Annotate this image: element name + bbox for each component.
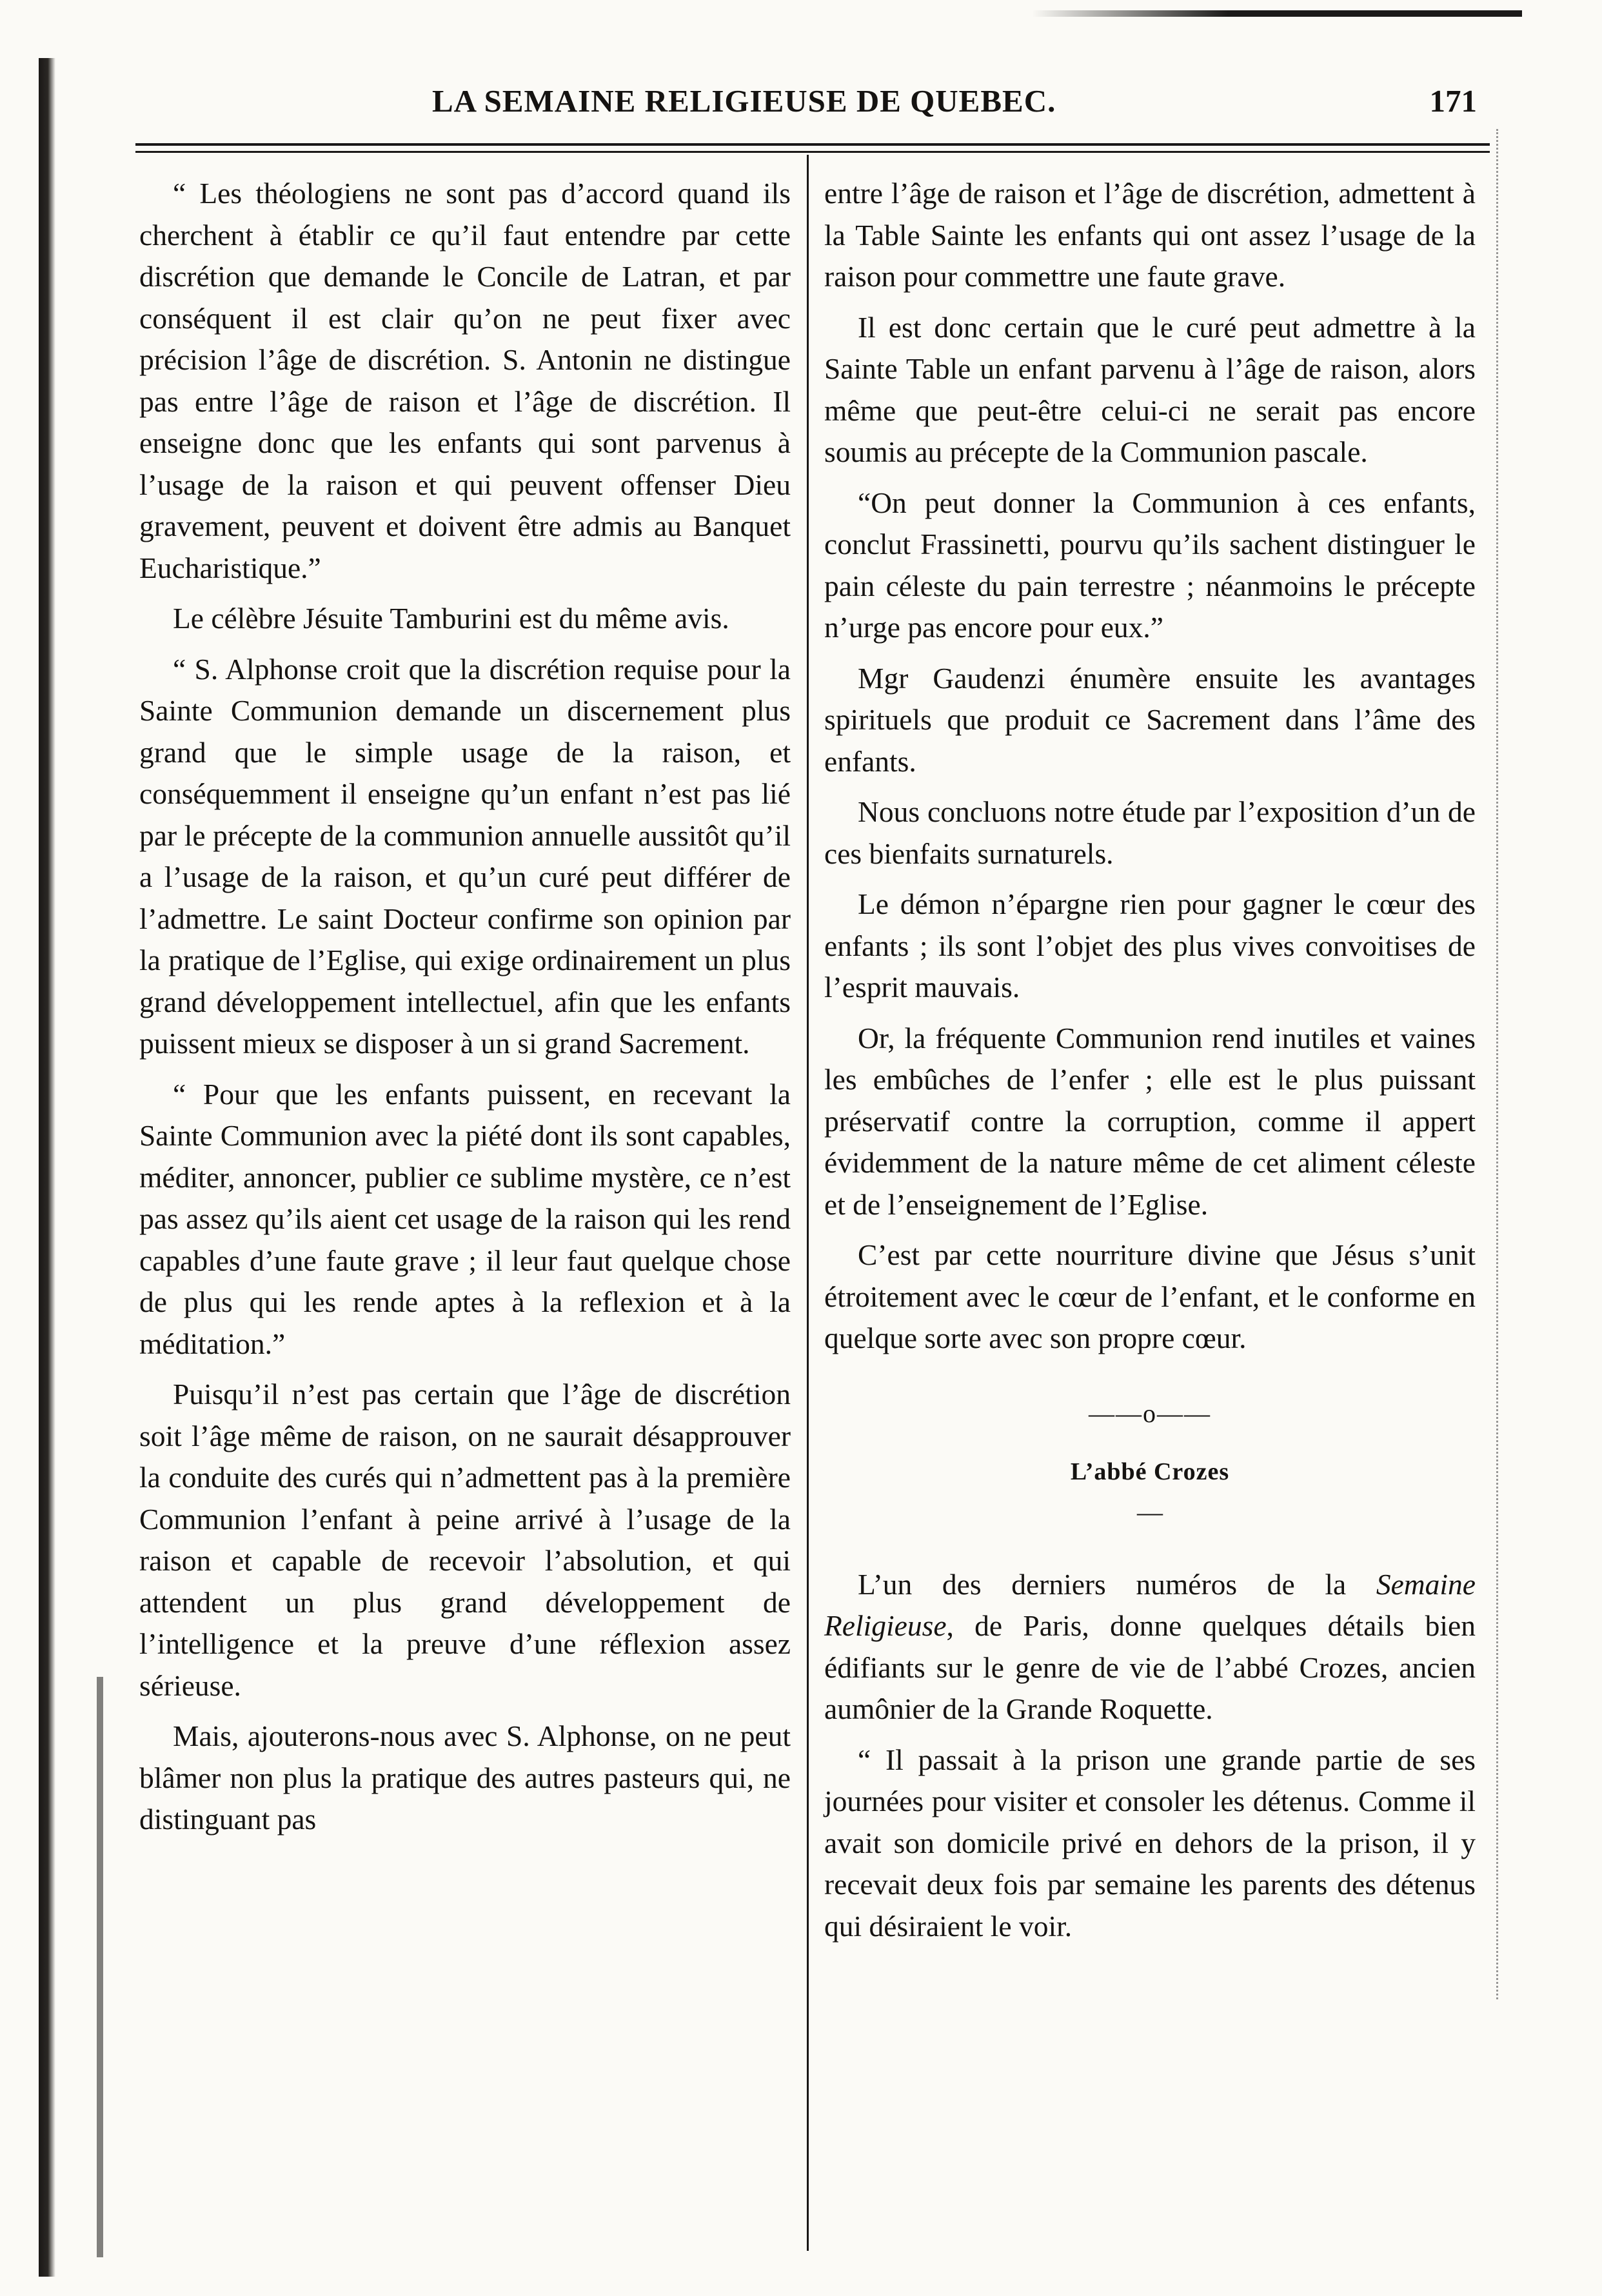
paragraph — [824, 1564, 1476, 1730]
publication-name: Semaine Religieuse — [824, 1567, 1476, 1642]
header-rule-double — [135, 151, 1490, 153]
paragraph: Le démon n’épargne rien pour gagner le cœur des enfants ; ils sont l’objet des plus vives convoitises de l’esprit mauvais. — [824, 887, 1476, 1004]
paragraph: Il est donc certain que le curé peut admettre à la Sainte Table un enfant parvenu à l’âge de raison, alors même que peut-être celui-ci ne serait pas encore soumis au précepte de la Communion pascale. — [824, 310, 1476, 468]
heading-dash: — — [1137, 1497, 1163, 1527]
right-column — [824, 173, 1476, 1956]
section-heading: L’abbé Crozes — [1070, 1458, 1230, 1485]
section-separator: ——o—— — [1089, 1398, 1211, 1428]
paragraph: Nous concluons notre étude par l’exposition d’un de ces bienfaits surnaturels. — [824, 795, 1476, 870]
text-run: L’un des derniers numéros de la — [858, 1567, 1376, 1601]
page-binding-shadow — [39, 58, 55, 2277]
publication-title: LA SEMAINE RELIGIEUSE DE QUEBEC. — [432, 83, 1056, 119]
paragraph: “On peut donner la Communion à ces enfants, conclut Frassinetti, pourvu qu’ils sachent distinguer le pain céleste du pain terrestre ; néanmoins le précepte n’urge pas encore pour eux.” — [824, 486, 1476, 644]
paragraph: Mais, ajouterons-nous avec S. Alphonse, on ne peut blâmer non plus la pratique des autres pasteurs qui, ne distinguant pas — [139, 1719, 791, 1836]
text-run: , de Paris, donne quelques détails bien édifiants sur le genre de vie de l’abbé Crozes, ancien aumônier de la Grande Roquette. — [824, 1609, 1476, 1725]
paragraph: Le célèbre Jésuite Tamburini est du même avis. — [173, 602, 729, 635]
page-header — [123, 83, 1477, 121]
paragraph: Or, la fréquente Communion rend inutiles et vaines les embûches de l’enfer ; elle est le plus puissant préservatif contre la corruption, comme il appert évidemment de la nature même de cet aliment céleste et de l’enseignement de l’Eglise. — [824, 1021, 1476, 1221]
header-rule — [135, 143, 1490, 146]
paragraph: Mgr Gaudenzi énumère ensuite les avantages spirituels que produit ce Sacrement dans l’âme des enfants. — [824, 661, 1476, 778]
column-divider — [807, 155, 809, 2251]
paragraph: Puisqu’il n’est pas certain que l’âge de discrétion soit l’âge même de raison, on ne saurait désapprouver la conduite des curés qui n’admettent pas à la première Communion l’enfant à peine arrivé à l’usage de la raison et capable de recevoir l’absolution, et qui attendent un plus grand développement de l’intelligence et la preuve d’une réflexion assez sérieuse. — [139, 1378, 791, 1702]
paragraph-continuation: entre l’âge de raison et l’âge de discrétion, admettent à la Table Sainte les enfants qui ont assez l’usage de la raison pour commettre une faute grave. — [824, 177, 1476, 293]
paragraph: “ Il passait à la prison une grande partie de ses journées pour visiter et consoler les détenus. Comme il avait son domicile privé en dehors de la prison, il y recevait deux fois par semaine les parents des détenus qui désiraient le voir. — [824, 1743, 1476, 1943]
paragraph: “ Pour que les enfants puissent, en recevant la Sainte Communion avec la piété dont ils sont capables, méditer, annoncer, publier ce sublime mystère, ce n’est pas assez qu’ils aient cet usage de la raison qui les rend capables d’une faute grave ; il leur faut quelque chose de plus qui les rende aptes à la reflexion et à la méditation.” — [139, 1077, 791, 1360]
left-column — [139, 173, 791, 1850]
top-edge-mark — [1032, 10, 1522, 17]
right-edge-dots — [1496, 129, 1500, 1999]
paragraph: “ Les théologiens ne sont pas d’accord quand ils cherchent à établir ce qu’il faut entendre par cette discrétion que demande le Concile de Latran, et par conséquent il est clair qu’on ne peut fixer avec précision l’âge de discrétion. S. Antonin ne distingue pas entre l’âge de raison et l’âge de discrétion. Il enseigne donc que les enfants qui sont parvenus à l’usage de la raison et qui peuvent offenser Dieu gravement, peuvent et doivent être admis au Banquet Eucharistique.” — [139, 177, 791, 584]
paragraph: C’est par cette nourriture divine que Jésus s’unit étroitement avec le cœur de l’enfant, et le conforme en quelque sorte avec son propre cœur. — [824, 1238, 1476, 1354]
paragraph: “ S. Alphonse croit que la discrétion requise pour la Sainte Communion demande un discernement plus grand que le simple usage de la raison, et conséquemment il enseigne qu’un enfant n’est pas lié par le précepte de la communion annuelle aussitôt qu’il a l’usage de la raison, et qu’un curé peut différer de l’admettre. Le saint Docteur confirme son opinion par la pratique de l’Eglise, qui exige ordinairement un plus grand développement intellectuel, afin que les enfants puissent mieux se disposer à un si grand Sacrement. — [139, 652, 791, 1060]
page-binding-shadow-lower — [97, 1677, 103, 2257]
page-number: 171 — [1429, 83, 1477, 119]
